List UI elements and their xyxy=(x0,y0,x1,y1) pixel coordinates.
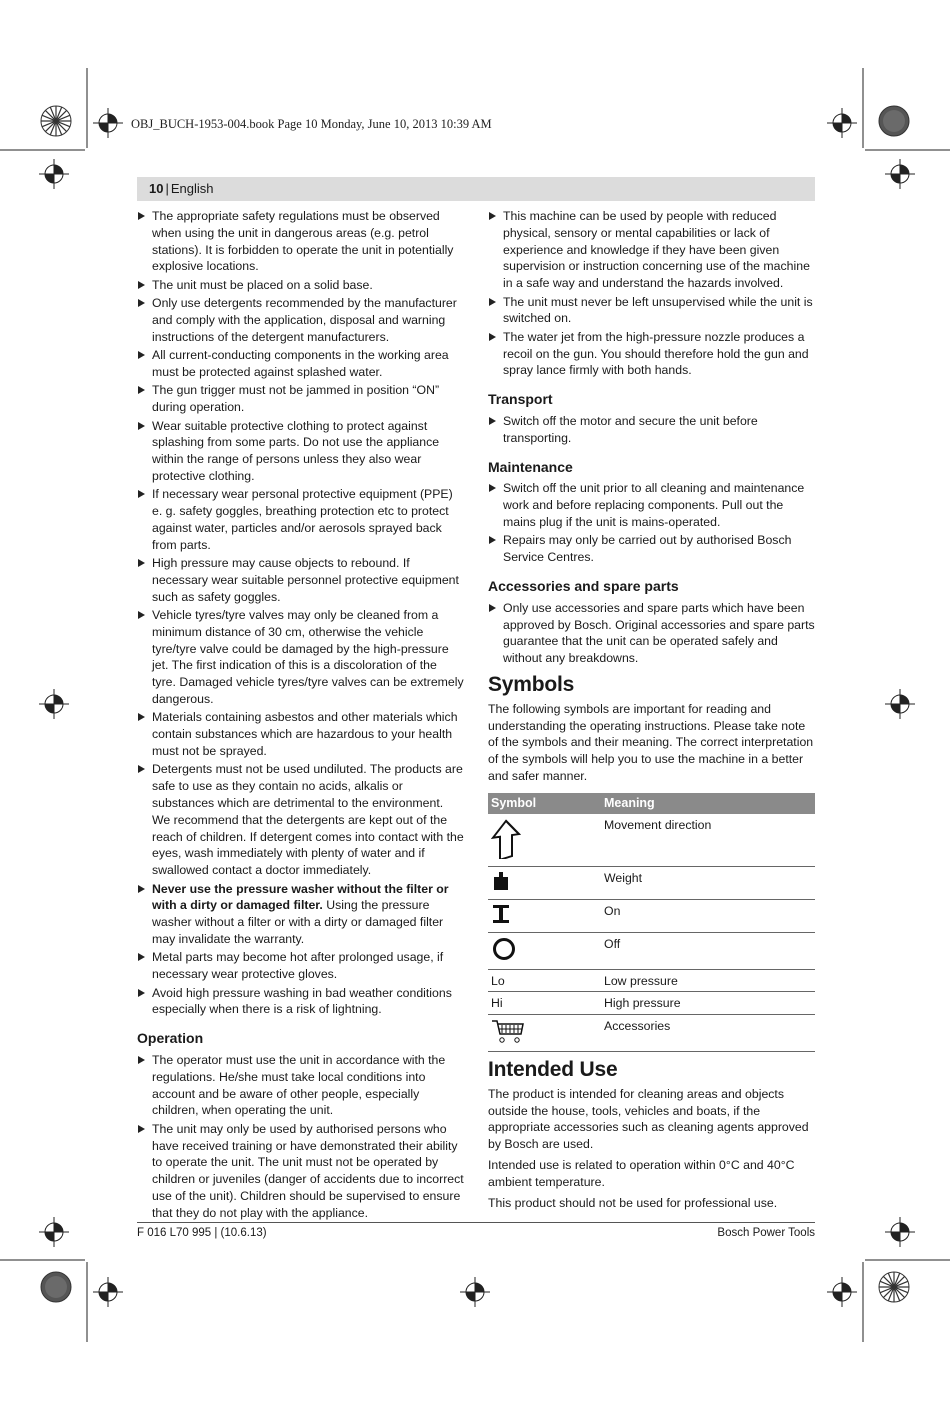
registration-target-icon xyxy=(460,1277,490,1307)
registration-target-icon xyxy=(827,1277,857,1307)
list-item: Switch off the unit prior to all cleaning and maintenance work and before replacing components. Pull out the mains plug if the unit is mains-operated. xyxy=(488,480,815,530)
footer-divider xyxy=(137,1222,815,1223)
list-item: Repairs may only be carried out by authorised Bosch Service Centres. xyxy=(488,532,815,566)
symbols-intro: The following symbols are important for reading and understanding the operating instructions. Please take note of the symbols and their meaning. The correct interpretation of the symbols will help you to use the machine in a better and safer manner. xyxy=(488,701,814,783)
symbol-text-cell: Hi xyxy=(488,992,601,1015)
footer-brand: Bosch Power Tools xyxy=(717,1227,815,1239)
list-item: The unit must never be left unsupervised while the unit is switched on. xyxy=(488,294,815,328)
meaning-cell: Movement direction xyxy=(601,814,815,867)
page-header-band xyxy=(137,177,815,201)
table-row xyxy=(488,1015,815,1052)
operation-list xyxy=(137,1052,464,1222)
symbols-heading: Symbols xyxy=(488,672,575,696)
list-item-warning xyxy=(137,881,464,948)
meaning-cell: Off xyxy=(601,932,815,969)
list-item: Wear suitable protective clothing to protect against splashing from some parts. Do not use the appliance within the range of persons unless they also wear protective clothing. xyxy=(137,418,464,485)
list-item: Materials containing asbestos and other materials which contain substances which are hazardous to your health must not be sprayed. xyxy=(137,709,464,759)
page-language: English xyxy=(170,181,214,196)
operation-heading: Operation xyxy=(137,1030,204,1047)
filter-warning-text: Using the pressure washer without a filter or with a dirty or damaged filter may invalidate the warranty. xyxy=(152,898,444,946)
registration-target-icon xyxy=(93,108,123,138)
symbol-cell xyxy=(488,899,601,932)
list-item: The gun trigger must not be jammed in position “ON” during operation. xyxy=(137,382,464,416)
page-separator: | xyxy=(165,181,169,196)
intended-use-paragraph: This product should not be used for professional use. xyxy=(488,1195,778,1210)
gray-disc-icon xyxy=(877,104,911,138)
cart-icon xyxy=(491,1018,525,1044)
registration-target-icon xyxy=(39,159,69,189)
registration-target-icon xyxy=(885,1217,915,1247)
list-item: High pressure may cause objects to rebound. If necessary wear suitable personnel protective equipment such as safety goggles. xyxy=(137,555,464,605)
registration-target-icon xyxy=(39,689,69,719)
intended-use-heading: Intended Use xyxy=(488,1057,618,1081)
gray-disc-icon xyxy=(39,1270,73,1304)
safety-list-continued xyxy=(488,208,815,379)
list-item: Only use accessories and spare parts which have been approved by Bosch. Original accessories and spare parts guarantee that the unit can be operated safely and without any breakdowns. xyxy=(488,600,815,667)
table-row xyxy=(488,932,815,969)
list-item: The operator must use the unit in accordance with the regulations. He/she must take local conditions into account and be aware of other people, especially children, when operating the unit. xyxy=(137,1052,464,1119)
list-item: The appropriate safety regulations must be observed when using the unit in dangerous areas (e.g. petrol stations). It is forbidden to operate the unit in potentially explosive locations. xyxy=(137,208,464,275)
registration-target-icon xyxy=(827,108,857,138)
table-row xyxy=(488,867,815,900)
print-header: OBJ_BUCH-1953-004.book Page 10 Monday, June 10, 2013 10:39 AM xyxy=(131,117,492,131)
arrow-up-icon xyxy=(491,817,521,859)
list-item: If necessary wear personal protective equipment (PPE) e. g. safety goggles, breathing protection etc to protect against water, particles and/or aerosols sprayed back from parts. xyxy=(137,486,464,553)
on-icon xyxy=(491,903,511,925)
table-header-row xyxy=(488,793,815,814)
intended-use-paragraph: The product is intended for cleaning areas and objects outside the house, tools, vehicles and boats, if the appropriate accessories such as cleaning agents approved by Bosch are used. xyxy=(488,1086,809,1152)
page-number: 10 xyxy=(149,181,164,196)
meaning-cell: Weight xyxy=(601,867,815,900)
symbol-cell xyxy=(488,814,601,867)
transport-heading: Transport xyxy=(488,391,553,408)
starburst-target-icon xyxy=(39,104,73,138)
intended-use-paragraph: Intended use is related to operation within 0°C and 40°C ambient temperature. xyxy=(488,1157,795,1189)
accessories-heading: Accessories and spare parts xyxy=(488,577,679,594)
registration-target-icon xyxy=(93,1277,123,1307)
list-item: Detergents must not be used undiluted. The products are safe to use as they contain no acids, alkalis or substances which are detrimental to the environment. We recommend that the detergents are kept out of the reach of children. If detergent comes into contact with the eyes, wash immediately with plenty of water and if swallowed contact a doctor immediately. xyxy=(137,761,464,879)
list-item: Vehicle tyres/tyre valves may only be cleaned from a minimum distance of 30 cm, otherwise the vehicle tyre/tyre valve could be damaged by the high-pressure jet. The first indication of this is a discoloration of the tyre. Damaged vehicle tyres/tyre valves can be extremely dangerous. xyxy=(137,607,464,708)
list-item: The water jet from the high-pressure nozzle produces a recoil on the gun. You should therefore hold the gun and spray lance firmly with both hands. xyxy=(488,329,815,379)
meaning-cell: Accessories xyxy=(601,1015,815,1052)
list-item: This machine can be used by people with reduced physical, sensory or mental capabilities or lack of experience and knowledge if they have been given supervision or instruction concerning use of the machine in a safe way and understand the hazards involved. xyxy=(488,208,815,292)
meaning-cell: Low pressure xyxy=(601,969,815,992)
list-item: Switch off the motor and secure the unit before transporting. xyxy=(488,413,815,447)
symbol-cell xyxy=(488,867,601,900)
right-column xyxy=(488,208,815,1215)
off-icon xyxy=(491,936,517,962)
table-row xyxy=(488,899,815,932)
list-item: Metal parts may become hot after prolonged usage, if necessary wear protective gloves. xyxy=(137,949,464,983)
list-item: The unit must be placed on a solid base. xyxy=(137,277,464,294)
symbol-text-cell: Lo xyxy=(488,969,601,992)
list-item: Only use detergents recommended by the manufacturer and comply with the application, disposal and warning instructions of the detergent manufacturers. xyxy=(137,295,464,345)
footer-document-id: F 016 L70 995 | (10.6.13) xyxy=(137,1227,267,1239)
starburst-target-icon xyxy=(877,1270,911,1304)
table-row xyxy=(488,969,815,992)
meaning-cell: On xyxy=(601,899,815,932)
maintenance-list xyxy=(488,480,815,566)
column-header-symbol: Symbol xyxy=(488,793,601,814)
column-header-meaning: Meaning xyxy=(601,793,815,814)
page-number-label xyxy=(149,181,214,196)
filter-warning-bold: Never use the pressure washer without the filter or with a dirty or damaged filter. xyxy=(152,881,449,913)
table-row xyxy=(488,992,815,1015)
table-row xyxy=(488,814,815,867)
symbol-cell xyxy=(488,1015,601,1052)
accessories-list xyxy=(488,600,815,667)
registration-target-icon xyxy=(885,159,915,189)
registration-target-icon xyxy=(885,689,915,719)
list-item: The unit may only be used by authorised persons who have received training or have demonstrated their ability to operate the unit. The unit must not be operated by children or juveniles (danger of accidents due to incorrect use of the unit). Children should be supervised to ensure that they do not play with the appliance. xyxy=(137,1121,464,1222)
maintenance-heading: Maintenance xyxy=(488,458,573,475)
symbols-table xyxy=(488,793,815,1052)
meaning-cell: High pressure xyxy=(601,992,815,1015)
transport-list xyxy=(488,413,815,447)
left-column xyxy=(137,208,464,1223)
symbol-cell xyxy=(488,932,601,969)
list-item: All current-conducting components in the working area must be protected against splashed water. xyxy=(137,347,464,381)
weight-icon xyxy=(491,870,511,892)
list-item: Avoid high pressure washing in bad weather conditions especially when there is a risk of lightning. xyxy=(137,985,464,1019)
registration-target-icon xyxy=(39,1217,69,1247)
safety-list xyxy=(137,208,464,1018)
